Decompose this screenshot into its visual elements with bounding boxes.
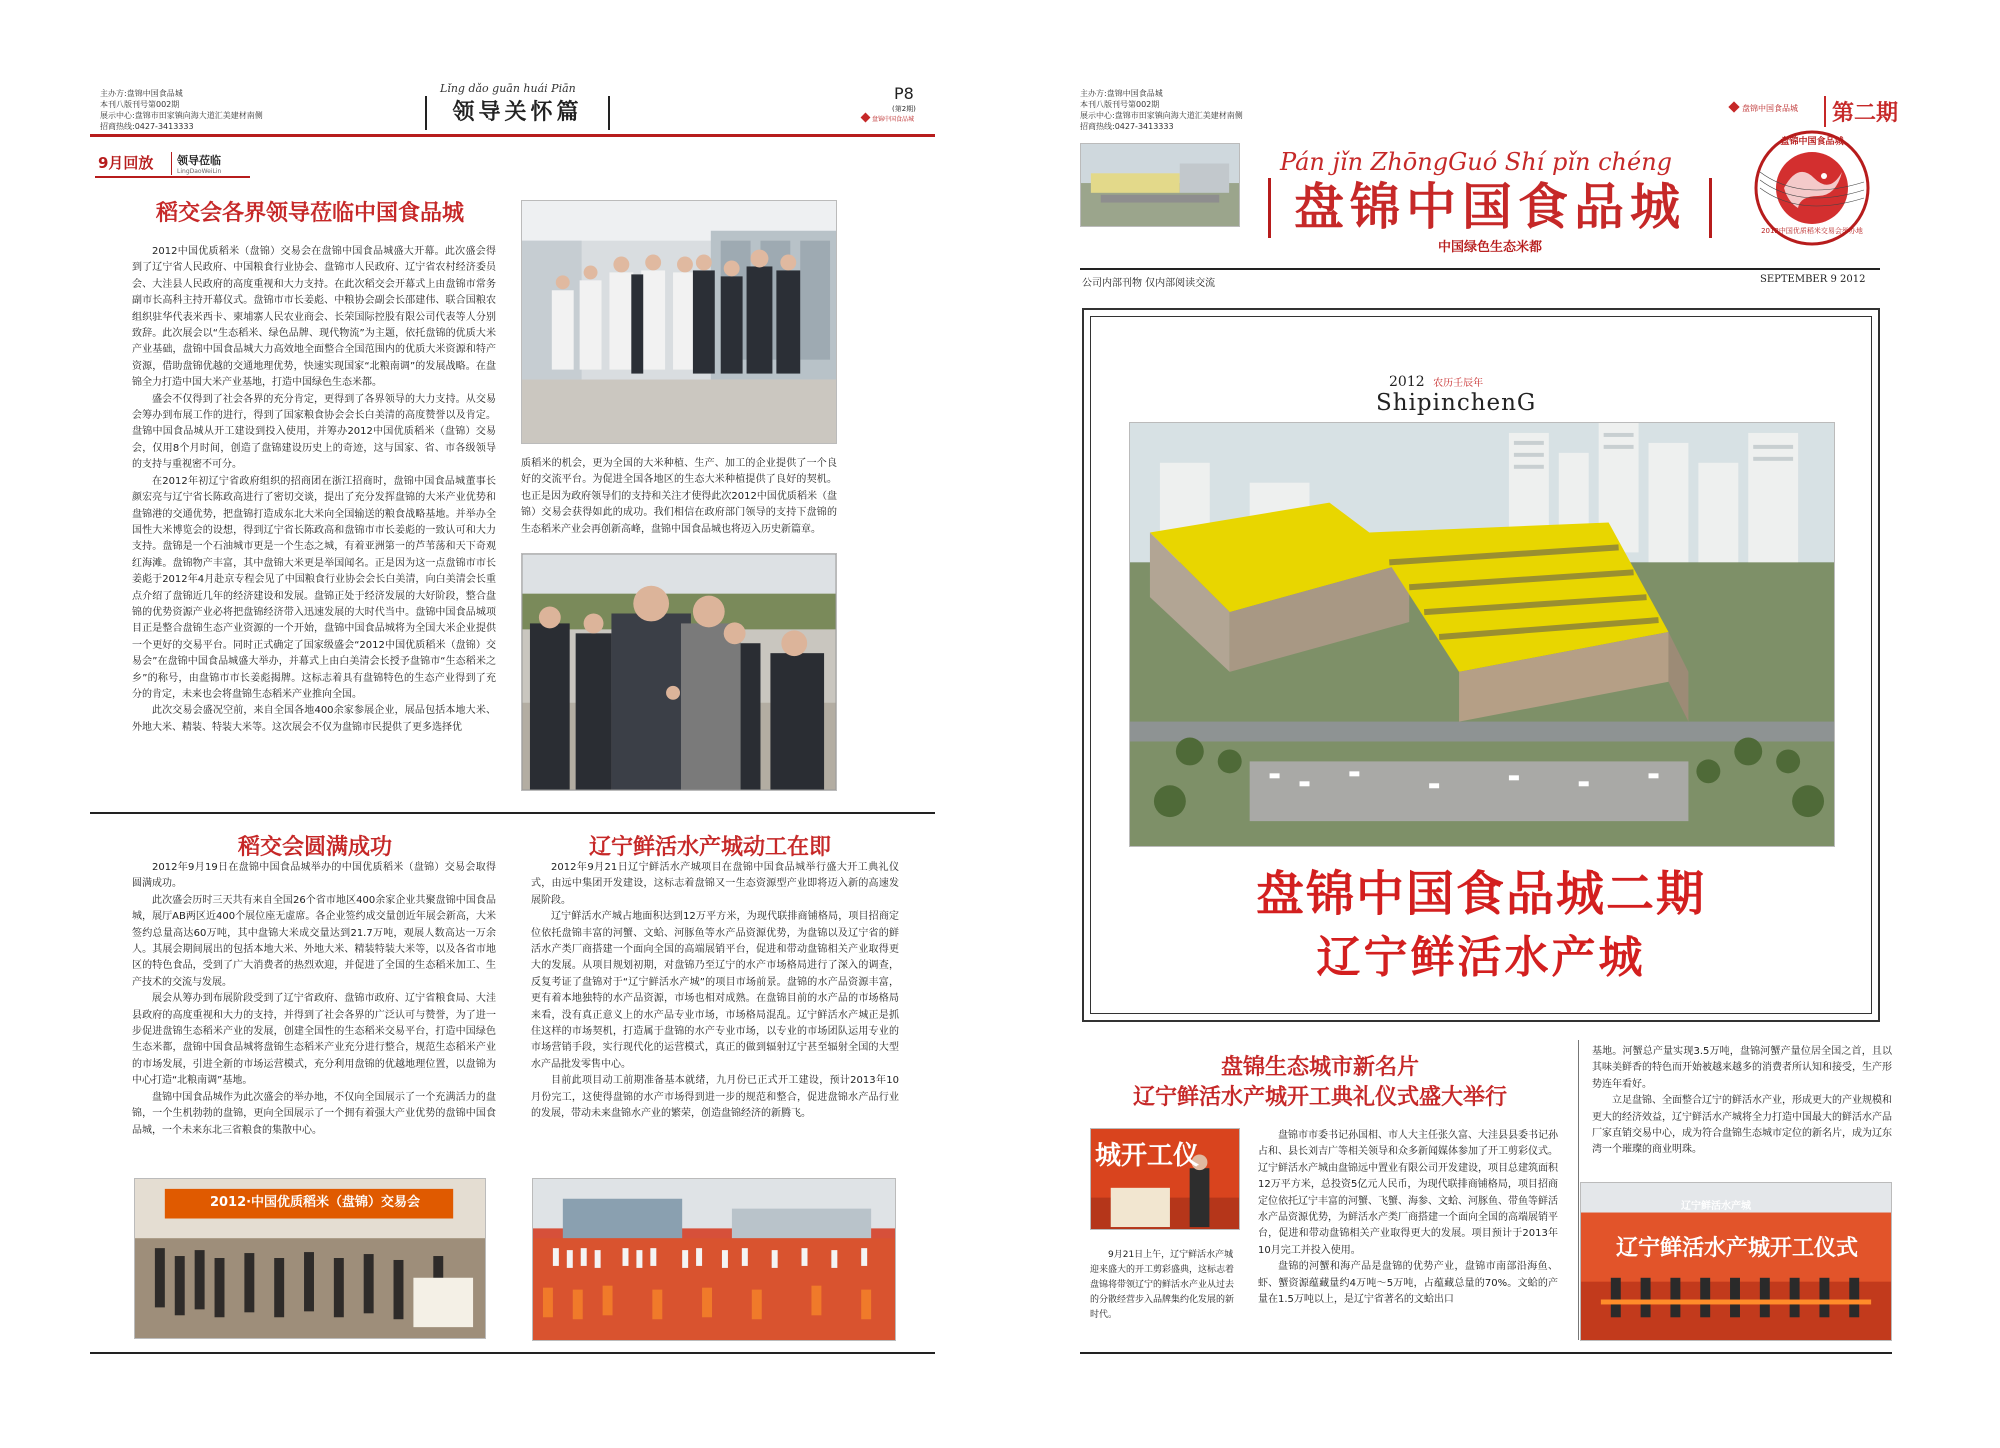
tag-label: 领导莅临 xyxy=(177,154,221,167)
article3-column xyxy=(531,860,899,1172)
handshake-illustration xyxy=(522,554,836,790)
right-logo xyxy=(1730,103,1798,114)
tag-pinyin: LingDaoWeiLin xyxy=(177,168,222,175)
issue-label: 第二期 xyxy=(1824,96,1898,127)
left-mid-rule xyxy=(90,812,935,814)
meta-hotline: 招商热线:0427-3413333 xyxy=(1080,122,1174,131)
right-article-p3: 基地。河蟹总产量实现3.5万吨，盘锦河蟹产量位居全国之首，且以其味美鲜香的特色而开始被越来越多的消费者所认知和接受，生产形势连年看好。 xyxy=(1592,1046,1892,1090)
ceremony-speaker-photo xyxy=(1090,1128,1240,1230)
right-page xyxy=(1000,0,2000,1448)
issue-date: SEPTEMBER 9 2012 xyxy=(1760,274,1866,285)
right-logo-text: 盘锦中国食品城 xyxy=(1742,104,1798,113)
left-masthead-meta xyxy=(100,88,263,132)
ceremony-stage-banner-top: 辽宁鲜活水产城 xyxy=(1681,1201,1751,1212)
masthead-subtitle: 中国绿色生态米都 xyxy=(1437,240,1542,255)
meta-issue-number: 本刊八版刊号第002期 xyxy=(1080,100,1160,109)
dragon-stamp xyxy=(1752,128,1872,248)
article1-p4: 此次交易会盛况空前，来自全国各地400余家参展企业，展品包括本地大米、外地大米、精装、特装大米等。这次展会不仅为盘锦市民提供了更多选择优 xyxy=(132,705,496,733)
leaders-visit-illustration xyxy=(522,201,836,443)
article1-column1 xyxy=(132,244,496,797)
right-top-rule xyxy=(1080,268,1880,270)
article2-p1: 2012年9月19日在盘锦中国食品城举办的中国优质稻米（盘锦）交易会取得圆满成功。 xyxy=(132,862,496,890)
poster-frame xyxy=(1082,308,1880,1022)
rice-fair-photo xyxy=(134,1178,486,1339)
article2-p3: 展会从筹办到布展阶段受到了辽宁省政府、盘锦市政府、辽宁省粮食局、大洼县政府的高度重视和大力的支持，并得到了社会各界的广泛认可与赞誉，为了进一步促进盘锦生态稻米产业的发展，创建全国性的生态稻米交易平台，打造中国绿色生态米都，盘锦中国食品城将盘锦生态稻米产业充分进行整合，规范生态稻米产业的市场发展，引进全新的市场运营模式，充分利用盘锦的优越地理位置，以盘锦为中心打造“北粮南调”基地。 xyxy=(132,993,496,1087)
right-article-p1: 盘锦市市委书记孙国相、市人大主任张久富、大洼县县委书记孙占和、县长刘吉广等相关领导和众多新闻媒体参加了开工剪彩仪式。辽宁鲜活水产城由盘锦远中置业有限公司开发建设，项目总建筑面积12万平方米，总投资5亿元人民币，为现代联排商铺格局，项目招商定位依托辽宁丰富的河蟹、飞蟹、海参、文蛤、河豚鱼、带鱼等鲜活水产品资源优势，为鲜活水产类厂商搭建一个面向全国的高端展销平台，促进和带动盘锦相关产业取得更大的发展。项目预计于2013年10月完工并投入使用。 xyxy=(1258,1130,1558,1256)
article3-p1: 2012年9月21日辽宁鲜活水产城项目在盘锦中国食品城举行盛大开工典礼仪式，由远中集团开发建设，这标志着盘锦又一生态资源型产业即将迈入新的高速发展阶段。 xyxy=(531,862,899,906)
rice-fair-banner: 2012·中国优质稻米（盘锦）交易会 xyxy=(209,1195,421,1210)
section-pinyin: Lǐng dǎo guān huái Piān xyxy=(440,82,576,95)
tag-rule xyxy=(95,176,250,178)
aerial-rendering-photo xyxy=(1129,422,1835,847)
meta-hotline: 招商热线:0427-3413333 xyxy=(100,122,194,131)
stamp-bottom-text: 2012中国优质稻米交易会举办地 xyxy=(1761,227,1863,235)
top-rule xyxy=(90,134,935,137)
column-divider xyxy=(1578,1040,1579,1340)
handshake-photo xyxy=(521,553,837,791)
article2-p2: 此次盛会历时三天共有来自全国26个省市地区400余家企业共聚盘锦中国食品城，展厅AB两区近400个展位座无虚席。各企业签约成交量创近年展会新高，大米签约总量高达60万吨，其中盘锦大米成交量达到21.7万吨，观展人数高达一万余人。其展会期间展出的包括本地大米、外地大米、精装特装大米等，以及各省市地区的特色食品，受到了广大消费者的热烈欢迎，并促进了全国的生态稻米加工、生产技术的交流与发展。 xyxy=(132,894,496,988)
tag-date: 9月回放 xyxy=(98,154,154,172)
right-article-column1 xyxy=(1258,1128,1558,1342)
leaders-visit-photo xyxy=(521,200,837,444)
site-thumbnail-illustration xyxy=(1081,144,1239,226)
issue-small: (第2期) xyxy=(892,105,916,113)
meta-showroom: 展示中心:盘锦市田家镇向海大道汇美建材南侧 xyxy=(100,111,263,120)
left-logo xyxy=(862,114,914,123)
meta-publisher: 主办方:盘锦中国食品城 xyxy=(1080,89,1163,98)
poster-brand: ShipinchenG xyxy=(1376,390,1537,416)
page-number: P8 xyxy=(894,84,914,103)
poster-year-line xyxy=(1389,374,1483,390)
right-article-p4: 立足盘锦、全面整合辽宁的鲜活水产业，形成更大的产业规模和更大的经济效益，辽宁鲜活水产城将全力打造中国最大的鲜活水产品厂家直销交易中心，成为符合盘锦生态城市定位的新名片，成为辽东湾一个璀璨的商业明珠。 xyxy=(1592,1095,1892,1156)
left-bottom-rule xyxy=(90,1352,935,1354)
meta-issue-number: 本刊八版刊号第002期 xyxy=(100,100,180,109)
right-article-title2: 辽宁鲜活水产城开工典礼仪式盛大举行 xyxy=(1132,1084,1507,1110)
ceremony-stage-banner: 辽宁鲜活水产城开工仪式 xyxy=(1615,1236,1858,1261)
article3-title: 辽宁鲜活水产城动工在即 xyxy=(588,834,831,860)
groundbreaking-crowd-illustration xyxy=(533,1179,895,1340)
article2-title: 稻交会圆满成功 xyxy=(237,834,392,860)
left-logo-text: 盘锦中国食品城 xyxy=(872,116,915,123)
site-thumbnail-photo xyxy=(1080,143,1240,227)
groundbreaking-crowd-photo xyxy=(532,1178,896,1341)
poster-year: 2012 xyxy=(1389,374,1425,390)
article2-p4: 盘锦中国食品城作为此次盛会的举办地，不仅向全国展示了一个充满活力的盘锦，一个生机勃勃的盘锦，更向全国展示了一个拥有着强大产业优势的盘锦中国食品城，一个未来东北三省粮食的集散中心。 xyxy=(132,1091,496,1136)
article1-column2 xyxy=(521,456,837,556)
logo-mark-icon xyxy=(1728,101,1739,112)
article3-p3: 目前此项目动工前期准备基本就绪，九月份已正式开工建设，预计2013年10月份完工，这使得盘锦的水产市场得到进一步的规范和整合，促进盘锦水产品行业的发展，带动未来盘锦水产业的繁荣，创造盘锦经济的新腾飞。 xyxy=(531,1075,899,1120)
poster-headline1: 盘锦中国食品城二期 xyxy=(1255,866,1706,922)
article3-p2: 辽宁鲜活水产城占地面积达到12万平方米，为现代联排商铺格局，项目招商定位依托盘锦丰富的河蟹、文蛤、河豚鱼等水产品资源优势，为盘锦以及辽宁省的鲜活水产类厂商搭建一个面向全国的高端展销平台，促进和带动盘锦相关产业取得更大的发展。从项目规划初期，对盘锦乃至辽宁的水产市场格局进行了深入的调查，反复考证了盘锦对于“辽宁鲜活水产城”的项目市场前景。盘锦的水产品资源丰富，更有着本地独特的水产品资源，市场也相对成熟。在盘锦目前的水产品的市场格局来看，没有真正意义上的水产品专业市场，市场格局混乱。辽宁鲜活水产城正是抓住这样的市场契机，打造属于盘锦的水产专业市场，以专业的市场团队运用专业的市场营销手段，实行现代化的运营模式，真正的做到辐射辽宁甚至辐射全国的大型水产品批发零售中心。 xyxy=(531,911,899,1070)
right-masthead-meta xyxy=(1080,88,1243,132)
right-article-column2 xyxy=(1592,1044,1892,1186)
meta-showroom: 展示中心:盘锦市田家镇向海大道汇美建材南侧 xyxy=(1080,111,1243,120)
poster-lunar: 农历壬辰年 xyxy=(1433,378,1484,389)
internal-note: 公司内部刊物 仅内部阅读交流 xyxy=(1082,278,1216,289)
right-bottom-rule xyxy=(1080,1352,1892,1354)
article1-p3: 在2012年初辽宁省政府组织的招商团在浙江招商时，盘锦中国食品城董事长颜宏亮与辽宁省长陈政高进行了密切交谈，提出了充分发挥盘锦的大米产业优势和盘锦港的交通优势，把盘锦打造成东北大米向全国输送的粮食战略基地。并举办全国性大米博览会的设想，得到辽宁省长陈政高和盘锦市市长姜彪的一致认可和大力支持。盘锦是一个石油城市更是一个生态之城，有着亚洲第一的芦苇荡和天下奇观红海滩。盘锦物产丰富，其中盘锦大米更是举国闻名。正是因为这一点盘锦市市长姜彪于2012年4月赴京专程会见了中国粮食行业协会会长白美清，向白美清会长重点介绍了盘锦近几年的经济建设和发展。盘锦正处于经济发展的大好阶段，整合盘锦的优势资源产业必将把盘锦经济带入迅速发展的大时代当中。盘锦中国食品城项目正是整合盘锦生态产业资源的一个开始，盘锦中国食品城将为全国大米企业提供一个更好的交易平台。同时正式确定了国家级盛会“2012中国优质稻米（盘锦）交易会”在盘锦中国食品城盛大举办，并幕式上由白美清会长授予盘锦市“生态稻米之乡”的称号，由盘锦市市长姜彪揭牌。这标志着具有盘锦特色的生态产业得到了充分的肯定，未来也会将盘锦生态稻米产业推向全国。 xyxy=(132,475,496,700)
article1-p1: 2012中国优质稻米（盘锦）交易会在盘锦中国食品城盛大开幕。此次盛会得到了辽宁省人民政府、中国粮食行业协会、盘锦市人民政府、辽宁省农村经济委员会、大洼县人民政府的高度重视和大力支持。在此次稻交会开幕式上由盘锦市常务副市长高科主持开幕仪式。盘锦市市长姜彪、中粮协会副会长邵建伟、联合国粮农组织驻华代表米西卡、柬埔寨人民农业商会、长荣国际控股有限公司代表等人分别致辞。此次展会以“生态稻米、绿色品牌、现代物流”为主题，依托盘锦的优质大米产业基础，盘锦中国食品城大力高效地全面整合全国范围内的优质大米资源和特产资源，借助盘锦优越的交通地理优势，快速实现国家“北粮南调”的发展战略。在盘锦全力打造中国大米产业基地，打造中国绿色生态米都。 xyxy=(132,246,496,389)
article1-p2: 盛会不仅得到了社会各界的充分肯定，更得到了各界领导的大力支持。从交易会筹办到布展工作的进行，得到了国家粮食协会会长白美清的高度赞誉以及肯定。盘锦中国食品城从开工建设到投入使用，并筹办2012中国优质稻米（盘锦）交易会，仅用8个月时间，创造了盘锦建设历史上的奇迹，这与国家、省、市各级领导的支持与重视密不可分。 xyxy=(132,393,496,471)
stamp-top-text: 盘锦中国食品城 xyxy=(1780,137,1844,147)
ceremony-speaker-banner: 城开工仪 xyxy=(1095,1141,1200,1171)
logo-mark-icon xyxy=(861,113,871,123)
article1-title: 稻交会各界领导莅临中国食品城 xyxy=(155,200,464,226)
ceremony-stage-photo xyxy=(1580,1182,1892,1341)
meta-publisher: 主办方:盘锦中国食品城 xyxy=(100,89,183,98)
section-title: 领导关怀篇 xyxy=(425,96,610,130)
ceremony-caption: 9月21日上午，辽宁鲜活水产城迎来盛大的开工剪彩盛典，这标志着盘锦将带领辽宁的鲜活水产业从过去的分散经营步入品牌集约化发展的新时代。 xyxy=(1090,1250,1235,1320)
right-article-title1: 盘锦生态城市新名片 xyxy=(1220,1054,1419,1080)
aerial-rendering-illustration xyxy=(1130,423,1834,846)
article1-p5: 质稻米的机会，更为全国的大米种植、生产、加工的企业提供了一个良好的交流平台。为促进全国各地区的生态大米种植提供了良好的契机。也正是因为政府领导们的支持和关注才使得此次2012中国优质稻米（盘锦）交易会获得如此的成功。我们相信在政府部门领导的支持下盘锦的生态稻米产业会再创新高峰，盘锦中国食品城也将迈入历史新篇章。 xyxy=(521,458,837,535)
article2-column xyxy=(132,860,496,1172)
tag-box xyxy=(171,152,221,175)
masthead-pinyin: Pán jǐn ZhōngGuó Shí pǐn chéng xyxy=(1280,148,1673,176)
right-article-p2: 盘锦的河蟹和海产品是盘锦的优势产业，盘锦市南部沿海鱼、虾、蟹资源蕴藏量约4万吨～5万吨，占蕴藏总量的70%。文蛤的产量在1.5万吨以上，是辽宁省著名的文蛤出口 xyxy=(1258,1261,1558,1306)
masthead-title: 盘锦中国食品城 xyxy=(1268,178,1712,238)
poster-headline2: 辽宁鲜活水产城 xyxy=(1316,932,1646,983)
